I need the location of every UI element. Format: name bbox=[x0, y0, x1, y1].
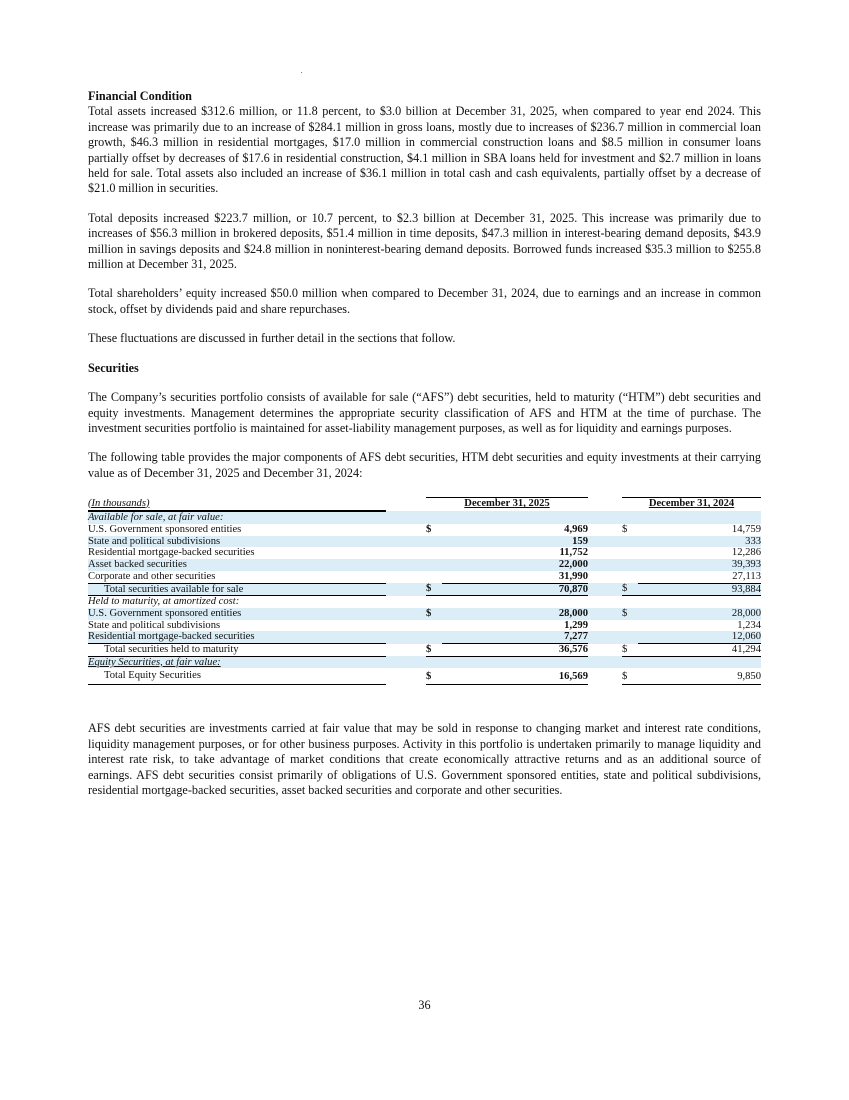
table-row bbox=[88, 536, 761, 548]
row-label: State and political subdivisions bbox=[88, 536, 386, 548]
row-label: U.S. Government sponsored entities bbox=[88, 608, 386, 620]
currency-symbol: $ bbox=[426, 608, 442, 620]
page-number: 36 bbox=[418, 998, 431, 1012]
column-header-2024: December 31, 2024 bbox=[622, 498, 761, 512]
value-2025: 11,752 bbox=[559, 547, 589, 559]
currency-symbol: $ bbox=[622, 644, 638, 657]
currency-symbol: $ bbox=[426, 524, 432, 536]
table-row bbox=[88, 559, 761, 571]
currency-symbol: $ bbox=[622, 608, 638, 620]
value-2024: 12,060 bbox=[638, 631, 761, 643]
htm-section-label: Held to maturity, at amortized cost: bbox=[88, 596, 240, 608]
row-label: Total securities available for sale bbox=[88, 583, 386, 596]
securities-table bbox=[88, 497, 761, 685]
equity-total-row bbox=[88, 668, 761, 685]
afs-section-label: Available for sale, at fair value: bbox=[88, 511, 386, 524]
table-row bbox=[88, 524, 761, 536]
value-2025: 31,990 bbox=[442, 571, 588, 583]
value-2024: 93,884 bbox=[638, 583, 761, 596]
value-2025: 4,969 bbox=[564, 524, 589, 536]
currency-symbol: $ bbox=[426, 668, 442, 685]
row-label: Residential mortgage-backed securities bbox=[88, 547, 255, 559]
value-2024: 9,850 bbox=[638, 668, 761, 685]
currency-symbol: $ bbox=[426, 583, 442, 596]
table-header-row bbox=[88, 498, 761, 512]
currency-symbol: $ bbox=[622, 668, 638, 685]
value-2024: 14,759 bbox=[731, 524, 762, 536]
table-row bbox=[88, 620, 761, 632]
securities-heading: Securities bbox=[88, 360, 139, 375]
equity-section-row bbox=[88, 656, 761, 668]
securities-paragraph-3: AFS debt securities are investments carried at fair value that may be sold in response to changing market and interest rate conditions, liquidity management purposes, or for other business purposes. Activity in this portfolio is undertaken primarily to manage liquidity and interest rate risk, to take advantage of market conditions that create economically attractive returns and as an additional source of earnings. AFS debt securities consist primarily of obligations of U.S. Government sponsored entities, state and political subdivisions, residential mortgage-backed securities, asset backed securities and corporate and other securities. bbox=[88, 721, 761, 798]
table-row bbox=[88, 608, 761, 620]
row-label: Residential mortgage-backed securities bbox=[88, 631, 386, 643]
currency-symbol: $ bbox=[622, 583, 638, 596]
document-page bbox=[88, 89, 761, 799]
securities-paragraph-2: The following table provides the major components of AFS debt securities, HTM debt securities and equity investments at their carrying value as of December 31, 2025 and December 31, 2024: bbox=[88, 450, 761, 480]
htm-total-row bbox=[88, 644, 761, 657]
financial-condition-paragraph-3: Total shareholders’ equity increased $50.0 million when compared to December 31, 2024, due to earnings and an increase in common stock, offset by dividends paid and share repurchases. bbox=[88, 286, 761, 316]
securities-paragraph-1: The Company’s securities portfolio consists of available for sale (“AFS”) debt securities, held to maturity (“HTM”) debt securities and equity investments. Management determines the appropriate security classification of AFS and HTM at the time of purchase. The investment securities portfolio is maintained for asset-liability management purposes, as well as for liquidity and earnings purposes. bbox=[88, 390, 761, 435]
equity-section-label: Equity Securities, at fair value: bbox=[88, 656, 386, 668]
value-2024: 41,294 bbox=[638, 644, 761, 657]
afs-section-row bbox=[88, 511, 761, 524]
row-label: Total securities held to maturity bbox=[88, 644, 386, 657]
value-2024: 333 bbox=[638, 536, 761, 548]
financial-condition-paragraph-2: Total deposits increased $223.7 million, or 10.7 percent, to $2.3 billion at December 31, 2025. This increase was primarily due to increases of $56.3 million in brokered deposits, $51.4 million in time deposits, $47.3 million in interest-bearing demand deposits, $43.9 million in savings deposits and $24.8 million in noninterest-bearing demand deposits. Borrowed funds increased $35.3 million to $255.8 million at December 31, 2025. bbox=[88, 210, 761, 272]
value-2024: 28,000 bbox=[638, 608, 761, 620]
value-2024: 12,286 bbox=[731, 547, 762, 559]
financial-condition-paragraph-4: These fluctuations are discussed in further detail in the sections that follow. bbox=[88, 331, 456, 346]
row-label: Corporate and other securities bbox=[88, 571, 386, 583]
row-label: State and political subdivisions bbox=[88, 619, 221, 631]
column-header-2025: December 31, 2025 bbox=[426, 498, 588, 512]
table-row bbox=[88, 547, 761, 559]
value-2025: 1,299 bbox=[564, 619, 589, 631]
htm-section-row bbox=[88, 596, 761, 608]
table-row bbox=[88, 631, 761, 643]
value-2025: 159 bbox=[442, 536, 588, 548]
financial-condition-heading: Financial Condition bbox=[88, 89, 192, 103]
value-2025: 36,576 bbox=[442, 644, 588, 657]
row-label: Asset backed securities bbox=[88, 559, 386, 571]
currency-symbol: $ bbox=[622, 524, 628, 536]
afs-total-row bbox=[88, 583, 761, 596]
row-label: U.S. Government sponsored entities bbox=[88, 524, 242, 536]
row-label: Total Equity Securities bbox=[88, 668, 386, 685]
value-2024: 27,113 bbox=[638, 571, 761, 583]
units-label: (In thousands) bbox=[88, 498, 386, 512]
value-2025: 16,569 bbox=[442, 668, 588, 685]
currency-symbol: $ bbox=[426, 644, 442, 657]
value-2024: 1,234 bbox=[737, 619, 762, 631]
value-2025: 70,870 bbox=[442, 583, 588, 596]
value-2025: 22,000 bbox=[442, 559, 588, 571]
value-2024: 39,393 bbox=[638, 559, 761, 571]
table-row bbox=[88, 571, 761, 583]
financial-condition-paragraph-1: Total assets increased $312.6 million, or 11.8 percent, to $3.0 billion at December 31, 2025, when compared to year end 2024. This increase was primarily due to an increase of $284.1 million in gross loans, mostly due to increases of $236.7 million in commercial loan growth, $46.3 million in residential mortgages, $17.0 million in commercial construction loans and $8.5 million in consumer loans partially offset by decreases of $17.6 in residential construction, $4.1 million in SBA loans held for investment and $2.7 million in loans held for sale. Total assets also included an increase of $36.1 million in total cash and cash equivalents, partially offset by a decrease of $21.0 million in securities. bbox=[88, 104, 761, 196]
stray-mark bbox=[301, 72, 302, 73]
value-2025: 28,000 bbox=[442, 608, 588, 620]
value-2025: 7,277 bbox=[442, 631, 588, 643]
